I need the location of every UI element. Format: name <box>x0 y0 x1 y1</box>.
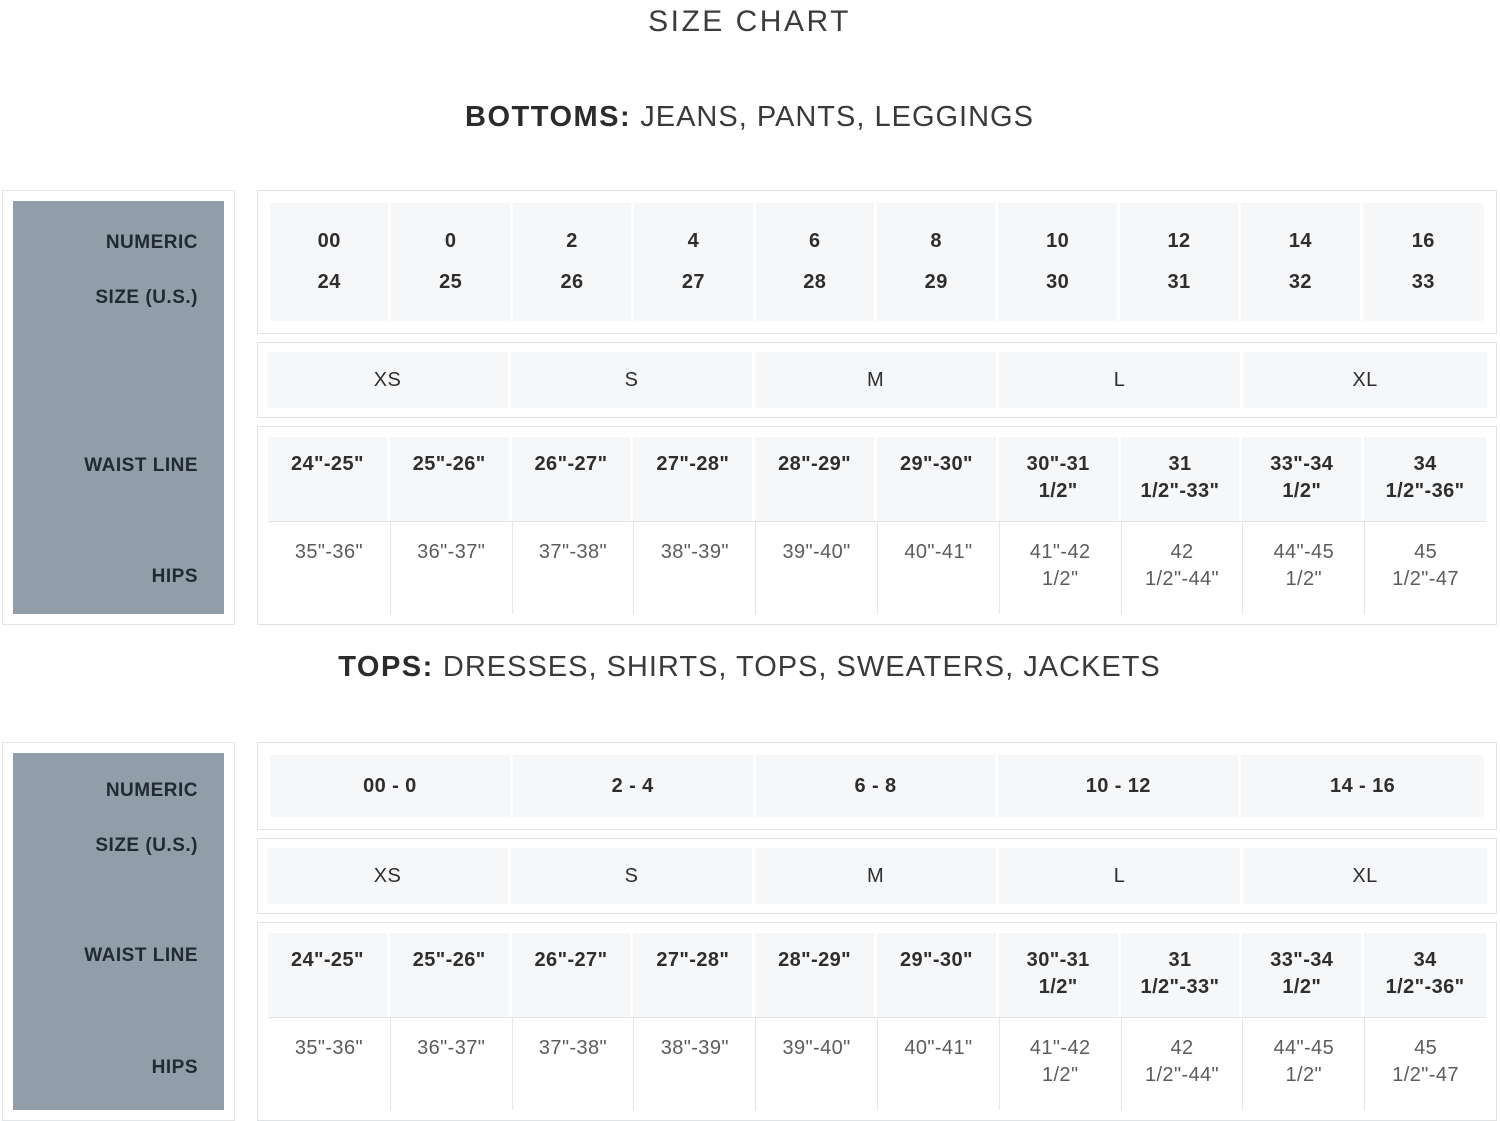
table-cell <box>270 203 391 321</box>
bottoms-measurements-block <box>257 426 1497 625</box>
table-cell <box>1241 203 1362 321</box>
table-cell <box>755 1018 877 1110</box>
row-label-numeric: NUMERIC <box>105 780 198 801</box>
table-cell <box>512 1018 634 1110</box>
cell-value: L <box>1113 864 1126 887</box>
cell-value: 28"-29" <box>778 453 852 475</box>
cell-value: 25"-26" <box>412 453 486 475</box>
table-cell <box>1242 1018 1364 1110</box>
cell-value: M <box>866 368 885 391</box>
cell-value: XL <box>1352 864 1378 887</box>
cell-value: 26"-27" <box>534 453 608 475</box>
row-label-waist-line: WAIST LINE <box>84 455 198 476</box>
cell-value: 25 <box>439 270 463 293</box>
bottoms-heading-bold: BOTTOMS: <box>465 101 632 133</box>
table-cell <box>877 437 999 521</box>
table-cell <box>267 352 511 408</box>
table-cell <box>633 437 755 521</box>
table-cell <box>512 522 634 614</box>
table-cell <box>755 933 877 1017</box>
table-cell <box>1364 522 1486 614</box>
table-cell <box>756 203 877 321</box>
tops-letter-size-row <box>267 848 1487 904</box>
cell-value: 25"-26" <box>412 949 486 971</box>
table-cell <box>877 1018 999 1110</box>
bottoms-waist-row <box>268 437 1486 522</box>
bottoms-numeric-size-block <box>257 190 1497 334</box>
tops-row-labels-card <box>2 742 235 1121</box>
table-cell <box>998 203 1119 321</box>
tops-hips-row <box>268 1018 1486 1110</box>
table-cell <box>1121 933 1243 1017</box>
table-cell <box>1121 522 1243 614</box>
cell-value: 38"-39" <box>660 541 729 563</box>
cell-value: 2 <box>566 230 578 253</box>
table-cell <box>268 437 390 521</box>
cell-value: 29"-30" <box>899 949 973 971</box>
table-cell <box>390 933 512 1017</box>
row-label-numeric: NUMERIC <box>105 232 198 253</box>
cell-value: 2 - 4 <box>611 774 654 797</box>
cell-value: 29 <box>924 270 948 293</box>
table-cell <box>633 1018 755 1110</box>
table-cell <box>1242 437 1364 521</box>
cell-value: 27"-28" <box>656 949 730 971</box>
table-cell <box>511 848 755 904</box>
cell-value: 27 <box>681 270 705 293</box>
tops-table-body <box>257 742 1497 1121</box>
table-cell <box>267 848 511 904</box>
table-cell <box>1121 1018 1243 1110</box>
tops-heading-bold: TOPS: <box>338 651 434 683</box>
cell-value: 35"-36" <box>294 541 363 563</box>
table-cell <box>999 1018 1121 1110</box>
tops-numeric-size-row <box>270 755 1484 817</box>
cell-value: 42 1/2"-44" <box>1144 1037 1220 1086</box>
table-cell <box>1243 352 1487 408</box>
table-cell <box>999 522 1121 614</box>
bottoms-section <box>2 100 1497 625</box>
cell-value: 42 1/2"-44" <box>1144 541 1220 590</box>
table-cell <box>390 437 512 521</box>
cell-value: 31 1/2"-33" <box>1140 453 1220 502</box>
cell-value: 24"-25" <box>290 453 364 475</box>
cell-value: 28"-29" <box>778 949 852 971</box>
table-cell <box>756 755 999 817</box>
cell-value: 34 1/2"-36" <box>1385 453 1465 502</box>
cell-value: 00 <box>317 230 341 253</box>
cell-value: 33 <box>1411 270 1435 293</box>
table-cell <box>268 522 390 614</box>
table-cell <box>755 848 999 904</box>
page-title: SIZE CHART <box>648 5 851 38</box>
row-label-hips: HIPS <box>151 1057 198 1078</box>
cell-value: 36"-37" <box>417 1037 486 1059</box>
cell-value: 10 <box>1046 230 1070 253</box>
tops-letter-size-block <box>257 838 1497 914</box>
cell-value: 37"-38" <box>538 1037 608 1059</box>
cell-value: 24 <box>317 270 341 293</box>
cell-value: 41"-42 1/2" <box>1029 1037 1091 1086</box>
cell-value: 26 <box>560 270 584 293</box>
cell-value: 6 - 8 <box>854 774 897 797</box>
table-cell <box>755 352 999 408</box>
tops-section <box>2 650 1497 1121</box>
tops-waist-row <box>268 933 1486 1018</box>
tops-heading <box>2 650 1497 684</box>
cell-value: 31 1/2"-33" <box>1140 949 1220 998</box>
cell-value: 29"-30" <box>899 453 973 475</box>
table-cell <box>1242 522 1364 614</box>
cell-value: 4 <box>687 230 700 253</box>
table-cell <box>1242 933 1364 1017</box>
table-cell <box>998 755 1241 817</box>
bottoms-heading <box>2 100 1497 134</box>
cell-value: 37"-38" <box>538 541 608 563</box>
table-cell <box>634 203 755 321</box>
cell-value: 32 <box>1288 270 1312 293</box>
table-cell <box>1364 437 1486 521</box>
table-cell <box>268 1018 390 1110</box>
table-cell <box>1364 1018 1486 1110</box>
cell-value: 30"-31 1/2" <box>1026 453 1090 502</box>
cell-value: 14 <box>1288 230 1312 253</box>
bottoms-letter-size-block <box>257 342 1497 418</box>
bottoms-row-labels-card <box>2 190 235 625</box>
cell-value: 41"-42 1/2" <box>1029 541 1091 590</box>
cell-value: 12 <box>1167 230 1191 253</box>
bottoms-row-labels-panel <box>13 201 224 614</box>
table-cell <box>877 203 998 321</box>
table-cell <box>390 522 512 614</box>
cell-value: 40"-41" <box>904 1037 973 1059</box>
cell-value: 26"-27" <box>534 949 608 971</box>
row-label-waist-line: WAIST LINE <box>84 945 198 966</box>
cell-value: S <box>624 368 639 391</box>
cell-value: L <box>1113 368 1126 391</box>
cell-value: 24"-25" <box>290 949 364 971</box>
cell-value: 33"-34 1/2" <box>1270 949 1334 998</box>
cell-value: 6 <box>809 230 821 253</box>
table-cell <box>391 203 512 321</box>
cell-value: 40"-41" <box>904 541 973 563</box>
bottoms-letter-size-row <box>267 352 1487 408</box>
tops-numeric-size-block <box>257 742 1497 830</box>
tops-size-table <box>2 742 1497 1121</box>
table-cell <box>390 1018 512 1110</box>
table-cell <box>512 933 634 1017</box>
bottoms-table-body <box>257 190 1497 625</box>
bottoms-size-table <box>2 190 1497 625</box>
tops-heading-rest: DRESSES, SHIRTS, TOPS, SWEATERS, JACKETS <box>442 651 1161 683</box>
row-label-size-us: SIZE (U.S.) <box>95 287 198 308</box>
bottoms-heading-rest: JEANS, PANTS, LEGGINGS <box>640 101 1034 133</box>
cell-value: M <box>866 864 885 887</box>
cell-value: 44"-45 1/2" <box>1273 541 1335 590</box>
table-cell <box>1241 755 1484 817</box>
table-cell <box>1121 437 1243 521</box>
cell-value: 8 <box>930 230 942 253</box>
tops-measurements-block <box>257 922 1497 1121</box>
table-cell <box>999 352 1243 408</box>
cell-value: 39"-40" <box>782 1037 851 1059</box>
cell-value: 30 <box>1046 270 1070 293</box>
cell-value: 39"-40" <box>782 541 851 563</box>
cell-value: 38"-39" <box>660 1037 729 1059</box>
table-cell <box>877 522 999 614</box>
table-cell <box>633 933 755 1017</box>
cell-value: 33"-34 1/2" <box>1270 453 1334 502</box>
table-cell <box>999 848 1243 904</box>
table-cell <box>511 352 755 408</box>
table-cell <box>1364 933 1486 1017</box>
tops-row-labels-panel <box>13 753 224 1110</box>
cell-value: 28 <box>803 270 827 293</box>
table-cell <box>755 437 877 521</box>
table-cell <box>755 522 877 614</box>
cell-value: 00 - 0 <box>363 774 417 797</box>
table-cell <box>513 203 634 321</box>
table-cell <box>513 755 756 817</box>
cell-value: 34 1/2"-36" <box>1385 949 1465 998</box>
cell-value: 27"-28" <box>656 453 730 475</box>
table-cell <box>1120 203 1241 321</box>
table-cell <box>877 933 999 1017</box>
table-cell <box>999 437 1121 521</box>
cell-value: XL <box>1352 368 1378 391</box>
cell-value: 36"-37" <box>417 541 486 563</box>
cell-value: XS <box>373 368 402 391</box>
cell-value: 14 - 16 <box>1330 774 1396 797</box>
table-cell <box>999 933 1121 1017</box>
table-cell <box>512 437 634 521</box>
table-cell <box>1363 203 1484 321</box>
cell-value: 10 - 12 <box>1085 774 1151 797</box>
table-cell <box>270 755 513 817</box>
cell-value: S <box>624 864 639 887</box>
cell-value: 0 <box>444 230 457 253</box>
cell-value: 35"-36" <box>294 1037 363 1059</box>
cell-value: 44"-45 1/2" <box>1273 1037 1335 1086</box>
table-cell <box>633 522 755 614</box>
cell-value: 31 <box>1167 270 1191 293</box>
cell-value: 45 1/2"-47 <box>1392 541 1459 590</box>
table-cell <box>1243 848 1487 904</box>
cell-value: 16 <box>1411 230 1435 253</box>
cell-value: 45 1/2"-47 <box>1392 1037 1459 1086</box>
table-cell <box>268 933 390 1017</box>
bottoms-hips-row <box>268 522 1486 614</box>
row-label-size-us: SIZE (U.S.) <box>95 835 198 856</box>
bottoms-numeric-size-row <box>270 203 1484 321</box>
row-label-hips: HIPS <box>151 566 198 587</box>
cell-value: XS <box>373 864 402 887</box>
cell-value: 30"-31 1/2" <box>1026 949 1090 998</box>
